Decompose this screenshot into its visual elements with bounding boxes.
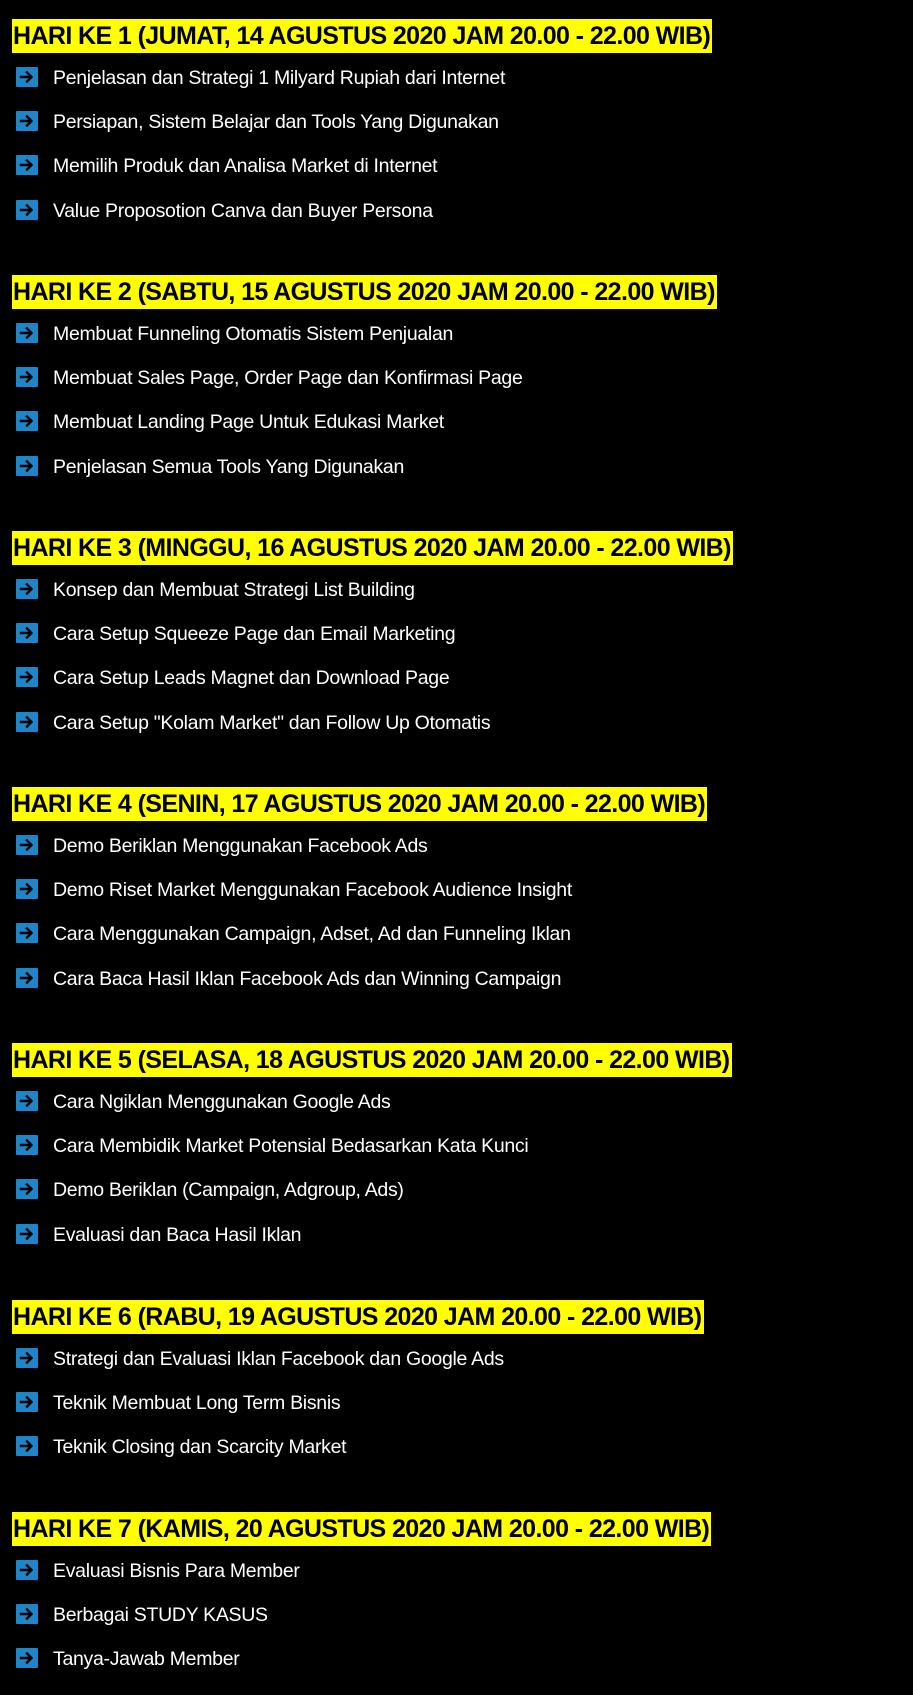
arrow-right-icon <box>16 155 38 175</box>
arrow-right-icon <box>16 968 38 988</box>
list-item <box>0 453 900 483</box>
arrow-right-icon <box>16 579 38 599</box>
list-item <box>0 620 900 650</box>
list-item <box>0 1389 900 1419</box>
list-item-label: Evaluasi Bisnis Para Member <box>53 1560 300 1582</box>
list-item <box>0 965 900 995</box>
arrow-right-icon <box>16 879 38 899</box>
arrow-right-icon <box>16 1224 38 1244</box>
list-item-label: Cara Baca Hasil Iklan Facebook Ads dan Winning Campaign <box>53 968 562 990</box>
day-title: HARI KE 7 (KAMIS, 20 AGUSTUS 2020 JAM 20.00 - 22.00 WIB) <box>12 1512 711 1546</box>
arrow-right-icon <box>16 111 38 131</box>
list-item-label: Berbagai STUDY KASUS <box>53 1604 268 1626</box>
day-title: HARI KE 3 (MINGGU, 16 AGUSTUS 2020 JAM 20.00 - 22.00 WIB) <box>12 531 733 565</box>
list-item <box>0 1601 900 1631</box>
arrow-right-icon <box>16 1648 38 1668</box>
list-item-label: Persiapan, Sistem Belajar dan Tools Yang Digunakan <box>53 111 499 133</box>
arrow-right-icon <box>16 200 38 220</box>
list-item-label: Cara Membidik Market Potensial Bedasarkan Kata Kunci <box>53 1135 529 1157</box>
arrow-right-icon <box>16 411 38 431</box>
list-item <box>0 1433 900 1463</box>
list-item <box>0 152 900 182</box>
arrow-right-icon <box>16 1604 38 1624</box>
arrow-right-icon <box>16 67 38 87</box>
list-item <box>0 1345 900 1375</box>
list-item-label: Cara Setup Squeeze Page dan Email Marketing <box>53 623 456 645</box>
list-item-label: Penjelasan Semua Tools Yang Digunakan <box>53 456 404 478</box>
arrow-right-icon <box>16 623 38 643</box>
list-item-label: Value Proposotion Canva dan Buyer Persona <box>53 200 433 222</box>
list-item-label: Penjelasan dan Strategi 1 Milyard Rupiah dari Internet <box>53 67 506 89</box>
list-item-label: Teknik Membuat Long Term Bisnis <box>53 1392 341 1414</box>
day-title: HARI KE 6 (RABU, 19 AGUSTUS 2020 JAM 20.00 - 22.00 WIB) <box>12 1300 704 1334</box>
day-title: HARI KE 5 (SELASA, 18 AGUSTUS 2020 JAM 20.00 - 22.00 WIB) <box>12 1043 732 1077</box>
list-item-label: Cara Menggunakan Campaign, Adset, Ad dan Funneling Iklan <box>53 923 571 945</box>
list-item <box>0 64 900 94</box>
list-item <box>0 576 900 606</box>
day-title: HARI KE 4 (SENIN, 17 AGUSTUS 2020 JAM 20.00 - 22.00 WIB) <box>12 787 707 821</box>
list-item <box>0 1221 900 1251</box>
list-item-label: Demo Beriklan (Campaign, Adgroup, Ads) <box>53 1179 404 1201</box>
day-title: HARI KE 2 (SABTU, 15 AGUSTUS 2020 JAM 20.00 - 22.00 WIB) <box>12 275 717 309</box>
arrow-right-icon <box>16 323 38 343</box>
list-item <box>0 876 900 906</box>
list-item <box>0 832 900 862</box>
arrow-right-icon <box>16 1091 38 1111</box>
list-item <box>0 320 900 350</box>
arrow-right-icon <box>16 1179 38 1199</box>
arrow-right-icon <box>16 1392 38 1412</box>
list-item <box>0 709 900 739</box>
list-item-label: Memilih Produk dan Analisa Market di Internet <box>53 155 438 177</box>
list-item-label: Membuat Funneling Otomatis Sistem Penjualan <box>53 323 454 345</box>
list-item <box>0 920 900 950</box>
list-item <box>0 1088 900 1118</box>
list-item-label: Teknik Closing dan Scarcity Market <box>53 1436 347 1458</box>
arrow-right-icon <box>16 1348 38 1368</box>
arrow-right-icon <box>16 1560 38 1580</box>
list-item-label: Demo Riset Market Menggunakan Facebook Audience Insight <box>53 879 572 901</box>
list-item <box>0 108 900 138</box>
list-item <box>0 197 900 227</box>
arrow-right-icon <box>16 456 38 476</box>
list-item <box>0 1176 900 1206</box>
list-item-label: Cara Setup Leads Magnet dan Download Page <box>53 667 450 689</box>
arrow-right-icon <box>16 367 38 387</box>
list-item <box>0 364 900 394</box>
arrow-right-icon <box>16 835 38 855</box>
list-item-label: Tanya-Jawab Member <box>53 1648 240 1670</box>
list-item <box>0 1645 900 1675</box>
arrow-right-icon <box>16 667 38 687</box>
arrow-right-icon <box>16 1436 38 1456</box>
list-item <box>0 1132 900 1162</box>
arrow-right-icon <box>16 1135 38 1155</box>
list-item <box>0 664 900 694</box>
list-item-label: Evaluasi dan Baca Hasil Iklan <box>53 1224 302 1246</box>
list-item-label: Membuat Sales Page, Order Page dan Konfirmasi Page <box>53 367 523 389</box>
list-item-label: Cara Setup "Kolam Market" dan Follow Up Otomatis <box>53 712 491 734</box>
day-title: HARI KE 1 (JUMAT, 14 AGUSTUS 2020 JAM 20.00 - 22.00 WIB) <box>12 19 712 53</box>
list-item-label: Strategi dan Evaluasi Iklan Facebook dan Google Ads <box>53 1348 504 1370</box>
list-item-label: Demo Beriklan Menggunakan Facebook Ads <box>53 835 428 857</box>
arrow-right-icon <box>16 712 38 732</box>
arrow-right-icon <box>16 923 38 943</box>
list-item <box>0 408 900 438</box>
list-item-label: Cara Ngiklan Menggunakan Google Ads <box>53 1091 391 1113</box>
list-item <box>0 1557 900 1587</box>
list-item-label: Membuat Landing Page Untuk Edukasi Market <box>53 411 444 433</box>
list-item-label: Konsep dan Membuat Strategi List Building <box>53 579 415 601</box>
